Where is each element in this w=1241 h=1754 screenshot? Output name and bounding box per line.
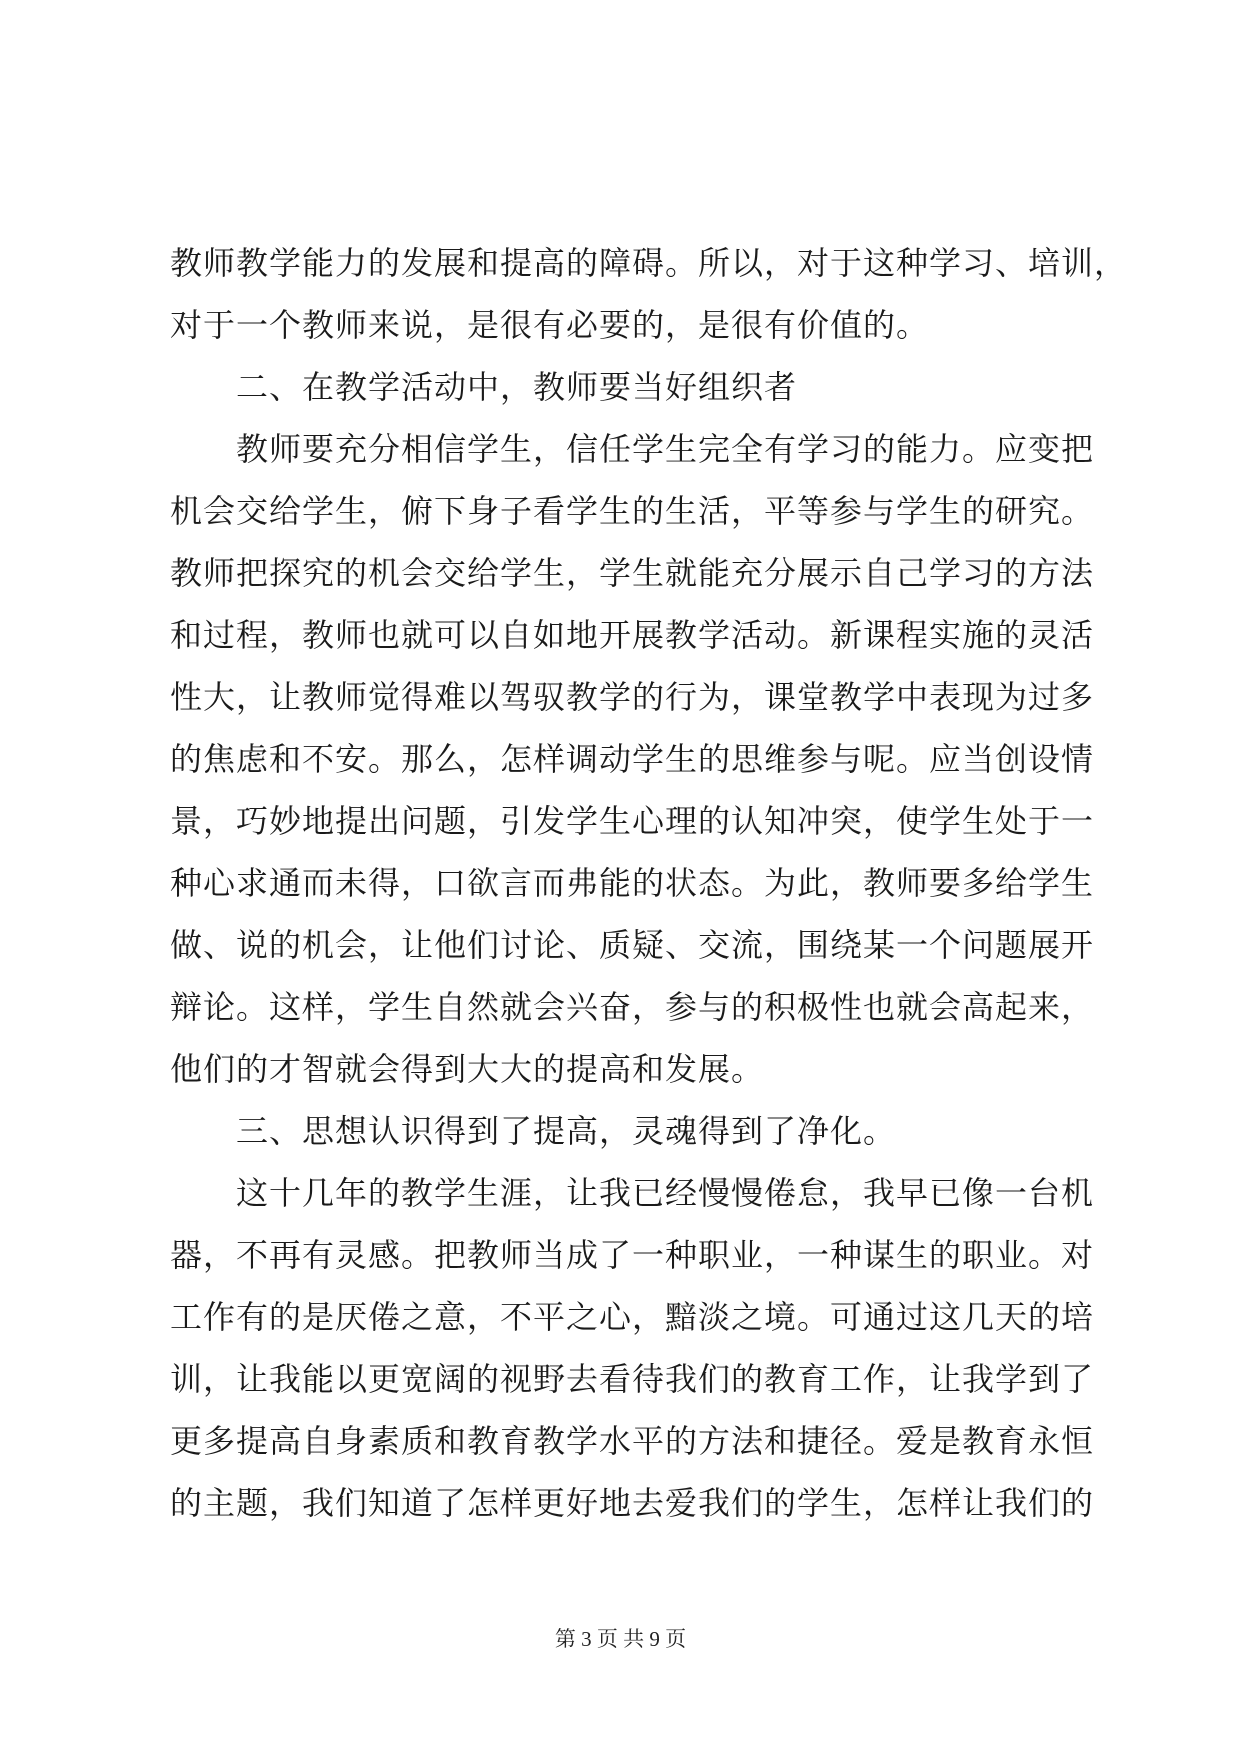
text-line: 更多提高自身素质和教育教学水平的方法和捷径。爱是教育永恒: [170, 1422, 1095, 1460]
text-line: 这十几年的教学生涯，让我已经慢慢倦怠，我早已像一台机: [236, 1174, 1095, 1212]
text-line: 性大，让教师觉得难以驾驭教学的行为，课堂教学中表现为过多: [170, 678, 1095, 716]
text-line: 教师要充分相信学生，信任学生完全有学习的能力。应变把: [236, 430, 1095, 468]
section-heading: 二、在教学活动中，教师要当好组织者: [236, 368, 798, 406]
text-line: 和过程，教师也就可以自如地开展教学活动。新课程实施的灵活: [170, 616, 1095, 654]
text-line: 他们的才智就会得到大大的提高和发展。: [170, 1050, 765, 1088]
text-line: 对于一个教师来说，是很有必要的，是很有价值的。: [170, 306, 930, 344]
text-line: 种心求通而未得，口欲言而弗能的状态。为此，教师要多给学生: [170, 864, 1095, 902]
text-line: 的焦虑和不安。那么，怎样调动学生的思维参与呢。应当创设情: [170, 740, 1095, 778]
text-line: 的主题，我们知道了怎样更好地去爱我们的学生，怎样让我们的: [170, 1484, 1095, 1522]
text-line: 训，让我能以更宽阔的视野去看待我们的教育工作，让我学到了: [170, 1360, 1095, 1398]
section-heading: 三、思想认识得到了提高，灵魂得到了净化。: [236, 1112, 897, 1150]
text-line: 做、说的机会，让他们讨论、质疑、交流，围绕某一个问题展开: [170, 926, 1095, 964]
text-line: 工作有的是厌倦之意，不平之心，黯淡之境。可通过这几天的培: [170, 1298, 1095, 1336]
text-line: 教师教学能力的发展和提高的障碍。所以，对于这种学习、培训，: [170, 244, 1128, 282]
text-line: 景，巧妙地提出问题，引发学生心理的认知冲突，使学生处于一: [170, 802, 1095, 840]
text-line: 辩论。这样，学生自然就会兴奋，参与的积极性也就会高起来，: [170, 988, 1095, 1026]
text-line: 器，不再有灵感。把教师当成了一种职业，一种谋生的职业。对: [170, 1236, 1095, 1274]
text-line: 机会交给学生，俯下身子看学生的生活，平等参与学生的研究。: [170, 492, 1095, 530]
document-body: [170, 232, 1128, 1534]
page-number: 第 3 页 共 9 页: [554, 1627, 687, 1651]
text-line: 教师把探究的机会交给学生，学生就能充分展示自己学习的方法: [170, 554, 1095, 592]
